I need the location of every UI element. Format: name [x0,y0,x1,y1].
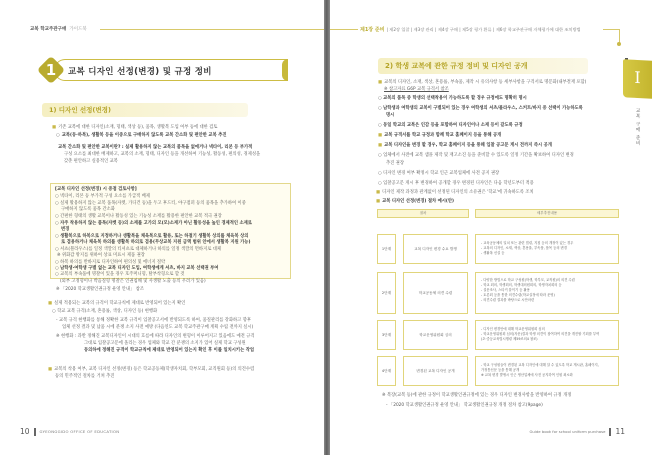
table-step-details: - 디자인 변경안에 대해 학교운영위원회 심의 - 학교운영위원회 심의(자문)결과 학생 의견이 참여하여 의견을 개진할 기회를 부여 (초·중등교육법시행령 제59조의4 참조) [475,320,619,350]
header-rule-vertical [619,29,620,43]
note-line: ※ 복장(교복 등)에 관한 규정이 학교생활인권규정에 있는 경우 디자인 변경사항을 반영하여 규정 개정 [382,393,572,398]
circle-line: ○ 입찰공고문 게시 후 변경하여 공개할 경우 변경된 디자인은 다음 학년도부터 적용 [378,181,534,186]
text-line: 그대로 입찰공고문에 올리는 경우 업체와 학교 간 분쟁의 소지가 있어 실제 학교 구성원 [84,341,246,346]
chapter-roman-numeral: I [634,67,641,88]
text-line: 갖춘 편안하고 실용적인 교복 [64,159,118,164]
table-step-details: - 학교 구성원들이 변경된 교복 디자인에 대해 알 수 있도록 학교 게시판, 홈페이지, 가정통신문 등을 통해 공개 ※ 교복 변경 발생시 인근 생산업체에 사전 공지하여 인원 최소화 [475,356,619,386]
section-number-badge [38,57,64,83]
footer-text: Guide book for school uniform purchase [529,429,606,434]
header-rule [603,29,619,30]
left-page [0,0,324,455]
box-item-cont: 로 겸용하거나 체육복 하의를 생활복 하의로 겸용(무상교복 지원 금액 범위 안에서 생활복 지원 가능) [61,240,251,245]
square-bullet-icon: ■ [378,80,383,85]
table-step-name: 교복 디자인 변경 수요 발생 [403,234,468,264]
header-rule [100,29,324,30]
section-title-text: 교복 디자인 선정(변경) 및 규정 정비 [68,67,212,77]
text-line: 동의하에 정해진 규격이 학교규칙에 제대로 반영되어 있는지 확인 후 이를 일치시키는 작업 [84,348,255,353]
review-points-box [50,183,291,279]
table-header-step: 절차 [377,209,469,218]
circle-line: ○ 동일 학교의 교복은 인감 등을 포함하여 디자인이나 소재 등이 같도록 규정 [378,123,523,128]
circle-line: ○ 디자인 변경 여부 확정시 학교 인근 교복업체에 사전 공지 권장 [378,171,500,176]
page-number: 11 [615,427,625,436]
section-title-band-end [282,59,288,81]
header-subtitle: 가이드북 [69,27,87,32]
table-step-name: 학교공동체 의견 수렴 [403,272,468,314]
box-item: ○ 넥타이, 리본 등 부가적 구성 요소를 가급적 배제 [55,194,150,199]
table-step-name: 변경된 교복 디자인 공개 [403,356,468,386]
bullet-line: ■ 교복 디자인을 변경 할 경우, 학교 홈페이지 등을 통해 입찰 공고문 게시 전까지 즉시 공개 [378,143,552,148]
table-step-details: - 다양한 방법으로 학교 구성원(학생, 학부모, 교직원)의 의견 수렴 - 학교 회의, 학생회의, 학생대의원회의, 학생자치회의 등 - 설문조사, 스티커 붙이기 등 활용 - 토론회 등을 통한 의견수렴(학교실정에 따라 운영) - 의견수렴 결과를 바탕으로 시안마련 [475,272,619,314]
box-item: ○ 생활복으로 하복으로 지정하거나 생활복을 체육복으로 활용, 또는 하절기 생활복 상의를 체육복 상의 [55,234,249,239]
table-step-label: 4단계 [377,356,396,386]
bullet-line: ■ 교복의 착용 여부, 교복 디자인 선정(변경) 등은 학교공동체(학생자치회, 학부모회, 교직원회 등)의 의견수렴 [48,367,255,372]
subheading: 1) 디자인 선정(변경) [42,103,248,117]
footer-divider [34,428,36,436]
circle-line: ○ 남학생과 여학생의 교복이 구별되어 있는 경우 여학생의 셔츠/블라우스, 스커트/바지 중 선택이 가능하도록 [378,106,583,111]
table-step-details: - 교육공동체의 일치 또는 관련 법령, 지침 등의 개정이 있는 경우 - 교복의 디자인, 소재, 색상, 혼용율, 부속품, 품목 등의 변경 - 생활복 신설 등 [475,234,619,264]
box-item-cont: (외부 고정형이나 박음질형 명찰은 인권침해 및 사생활 노출 등의 우려가 있음) [60,279,206,284]
text-line: 추진 권장 [386,161,404,166]
circle-bullet-icon: ○ [56,133,60,138]
square-bullet-icon: ■ [376,199,381,204]
section-number: 1 [45,61,57,79]
box-note: ※ 「2020 학교생활인권규정 운영 안내」 참조 [56,287,145,292]
text-line: 업체 선정 결과 및 납품 시에 분쟁 소지 사전 예방 (다음연도 교복 학교주관구매 계획 수립 전까지 실시) [62,325,254,330]
box-item: ○ 자주 착용하지 않는 품목(자켓 등)의 소재를 고가의 모(모)소재가 아닌 활동성을 높인 경제적인 소재로 [55,221,252,226]
box-item-cont: 구매하지 않도록 품목 간소화 [61,207,115,212]
bullet-line: ■ 디자인 제작 과정과 관계없이 선정된 디자인의 소유권은 '학교'에 귀속하도록 조치 [376,190,534,195]
section-title [38,57,288,83]
table-step-name: 학교운영위원회 심의 [403,320,468,350]
running-header-left [30,26,87,32]
other-chapters: | 제2장 입찰 | 제3장 관리 | 제4장 구매 | 제5장 평가 환류 | 제6장 학교주관구매 자체평가에 대한 조치방법 [386,26,581,32]
circle-line: ○ 교복(동·하복), 생활복 등을 이중으로 구매하지 않도록 교복 간소화 및 편안한 교복 추진 [56,133,227,138]
box-item: ○ 셔츠(블라우스)를 일정 색깔의 티셔츠로 대체하거나 하의를 일정 색깔의 면바지로 대체 [55,247,222,252]
header-rule [330,29,358,30]
footer-left [20,427,119,436]
circle-line: ○ 학교 교복 규격(소재, 혼용률, 색상, 디자인 등) 현행화 [52,309,158,314]
box-item: ○ 간편한 형태의 생활 교복이나 활동성 있는 기능성 소재를 활용한 편안한 교복 적극 권장 [55,214,222,219]
square-bullet-icon: ■ [48,367,53,372]
chapter-side-tab [623,59,652,99]
bullet-line: ■ 교복 규격서를 학교 규정과 함께 학교 홈페이지 등을 통해 공개 [378,133,502,138]
note-line: ※ 현행화 : 과반 정해진 교복디자인이 시대의 흐름에 따라 디자인의 변형이 이루어지고 있음에도 예전 규격 [56,334,255,339]
bullet-line: ■ 교복의 디자인, 소재, 색상, 혼용률, 부속품, 제작 시 유의사항 등 세부사항을 구격서로 명문화(내부결재 포함) [378,80,587,85]
box-item: ○ 실제 활용하지 않는 교복 품목(자켓, 가디건 등)을 두고 후드티, 야구점퍼 등의 품목을 추가하여 이중 [55,201,246,206]
square-bullet-icon: ■ [52,125,57,130]
box-item: ○ 남학생·여학생 구별 없는 교복 디자인 도입, 여학생에게 셔츠, 바지 교복 선택권 부여 [55,266,219,271]
chapter-nav-header [360,26,581,33]
footer-right [529,427,625,436]
footer-text: GYEONGGIDO OFFICE OF EDUCATION [39,429,120,434]
header-dot-icon [617,42,621,46]
dash-line: 교복 간소화 및 편안한 교복이란? : 실제 활용하지 않는 교복의 품목을 없애거나 넥타이, 리본 등 부가적 [58,145,253,150]
box-item-cont: 변경 [61,227,70,232]
table-step-label: 1단계 [377,234,396,264]
square-bullet-icon: ■ [48,301,53,306]
box-title: [교복 디자인 선정(변경) 시 중점 검토사항] [55,187,137,192]
bullet-line: ■ 교복 디자인 선정(변경) 절차 예시(안) [376,199,455,204]
table-header-details: 세부추진내용 [475,209,619,218]
footer-divider [609,428,611,436]
square-bullet-icon: ■ [378,143,383,148]
text-line: 등의 민주적인 절차를 거쳐 추진 [55,374,115,379]
bullet-line: ■ 실제 적용되는 교복의 규격이 학교규칙에 제대로 반영되어 있는지 확인 [48,301,186,306]
box-note: ※ 위화감 방지를 위하여 상표 미표시 제품 권장 [57,253,145,258]
header-title: 교복 학교주관구매 [30,27,67,32]
table-step-label: 2단계 [377,272,396,314]
subheading: 2) 학생 교복에 관한 규정 정비 및 디자인 공개 [378,58,588,74]
chapter-side-label: 교복 구매 준비 [635,108,640,146]
square-bullet-icon: ■ [378,133,383,138]
square-bullet-icon: ■ [376,190,381,195]
circle-line: ○ 업체에서 사전에 교복 샘플 제작 및 재고소진 등을 준비할 수 있도록 일정 기간을 확보하여 디자인 변경 [378,153,574,158]
dash-line: - 교복 규격 현행화를 통해 정확한 교복 규격이 입찰공고서에 반영되도록 하여, 품질관리를 강화하고 향후 [56,318,252,323]
text-line: 명시 [386,113,395,118]
page-number: 10 [20,427,30,436]
right-page [330,0,652,455]
reference-line: ※ 참고자료 G6P 교복 규격서 참조 [384,87,449,92]
note-line: - 「2020 학교생활인권규정 운영 안내」 학교생활인권규정 개정 절차 참고(9page) [386,403,543,408]
box-item: ○ 교복의 부속품에 명찰이 있을 경우 호주머니형, 탈부착형으로 할 것 [55,272,185,277]
text-line: 구성 요소를 최대한 배제하고, 교복의 소재, 형태, 디자인 등을 개선하여 기능성, 활동성, 편의성, 경제성을 [64,152,261,157]
table-step-label: 3단계 [377,320,396,350]
box-item: ○ 하복 하의를 반바지로 디자인하여 편의성 및 에너지 절약 [55,260,166,265]
current-chapter: 제1장 준비 [360,27,385,33]
circle-line: ○ 교복의 품목 중 학생의 선택착용이 가능하도록 할 경우 규정에도 명확히 명시 [378,96,527,101]
bullet-line: ■ 기존 교복에 대한 디자인(소재, 형태, 색상 등), 품목, 생활복 도입 여부 등에 대한 검토 [52,125,218,130]
